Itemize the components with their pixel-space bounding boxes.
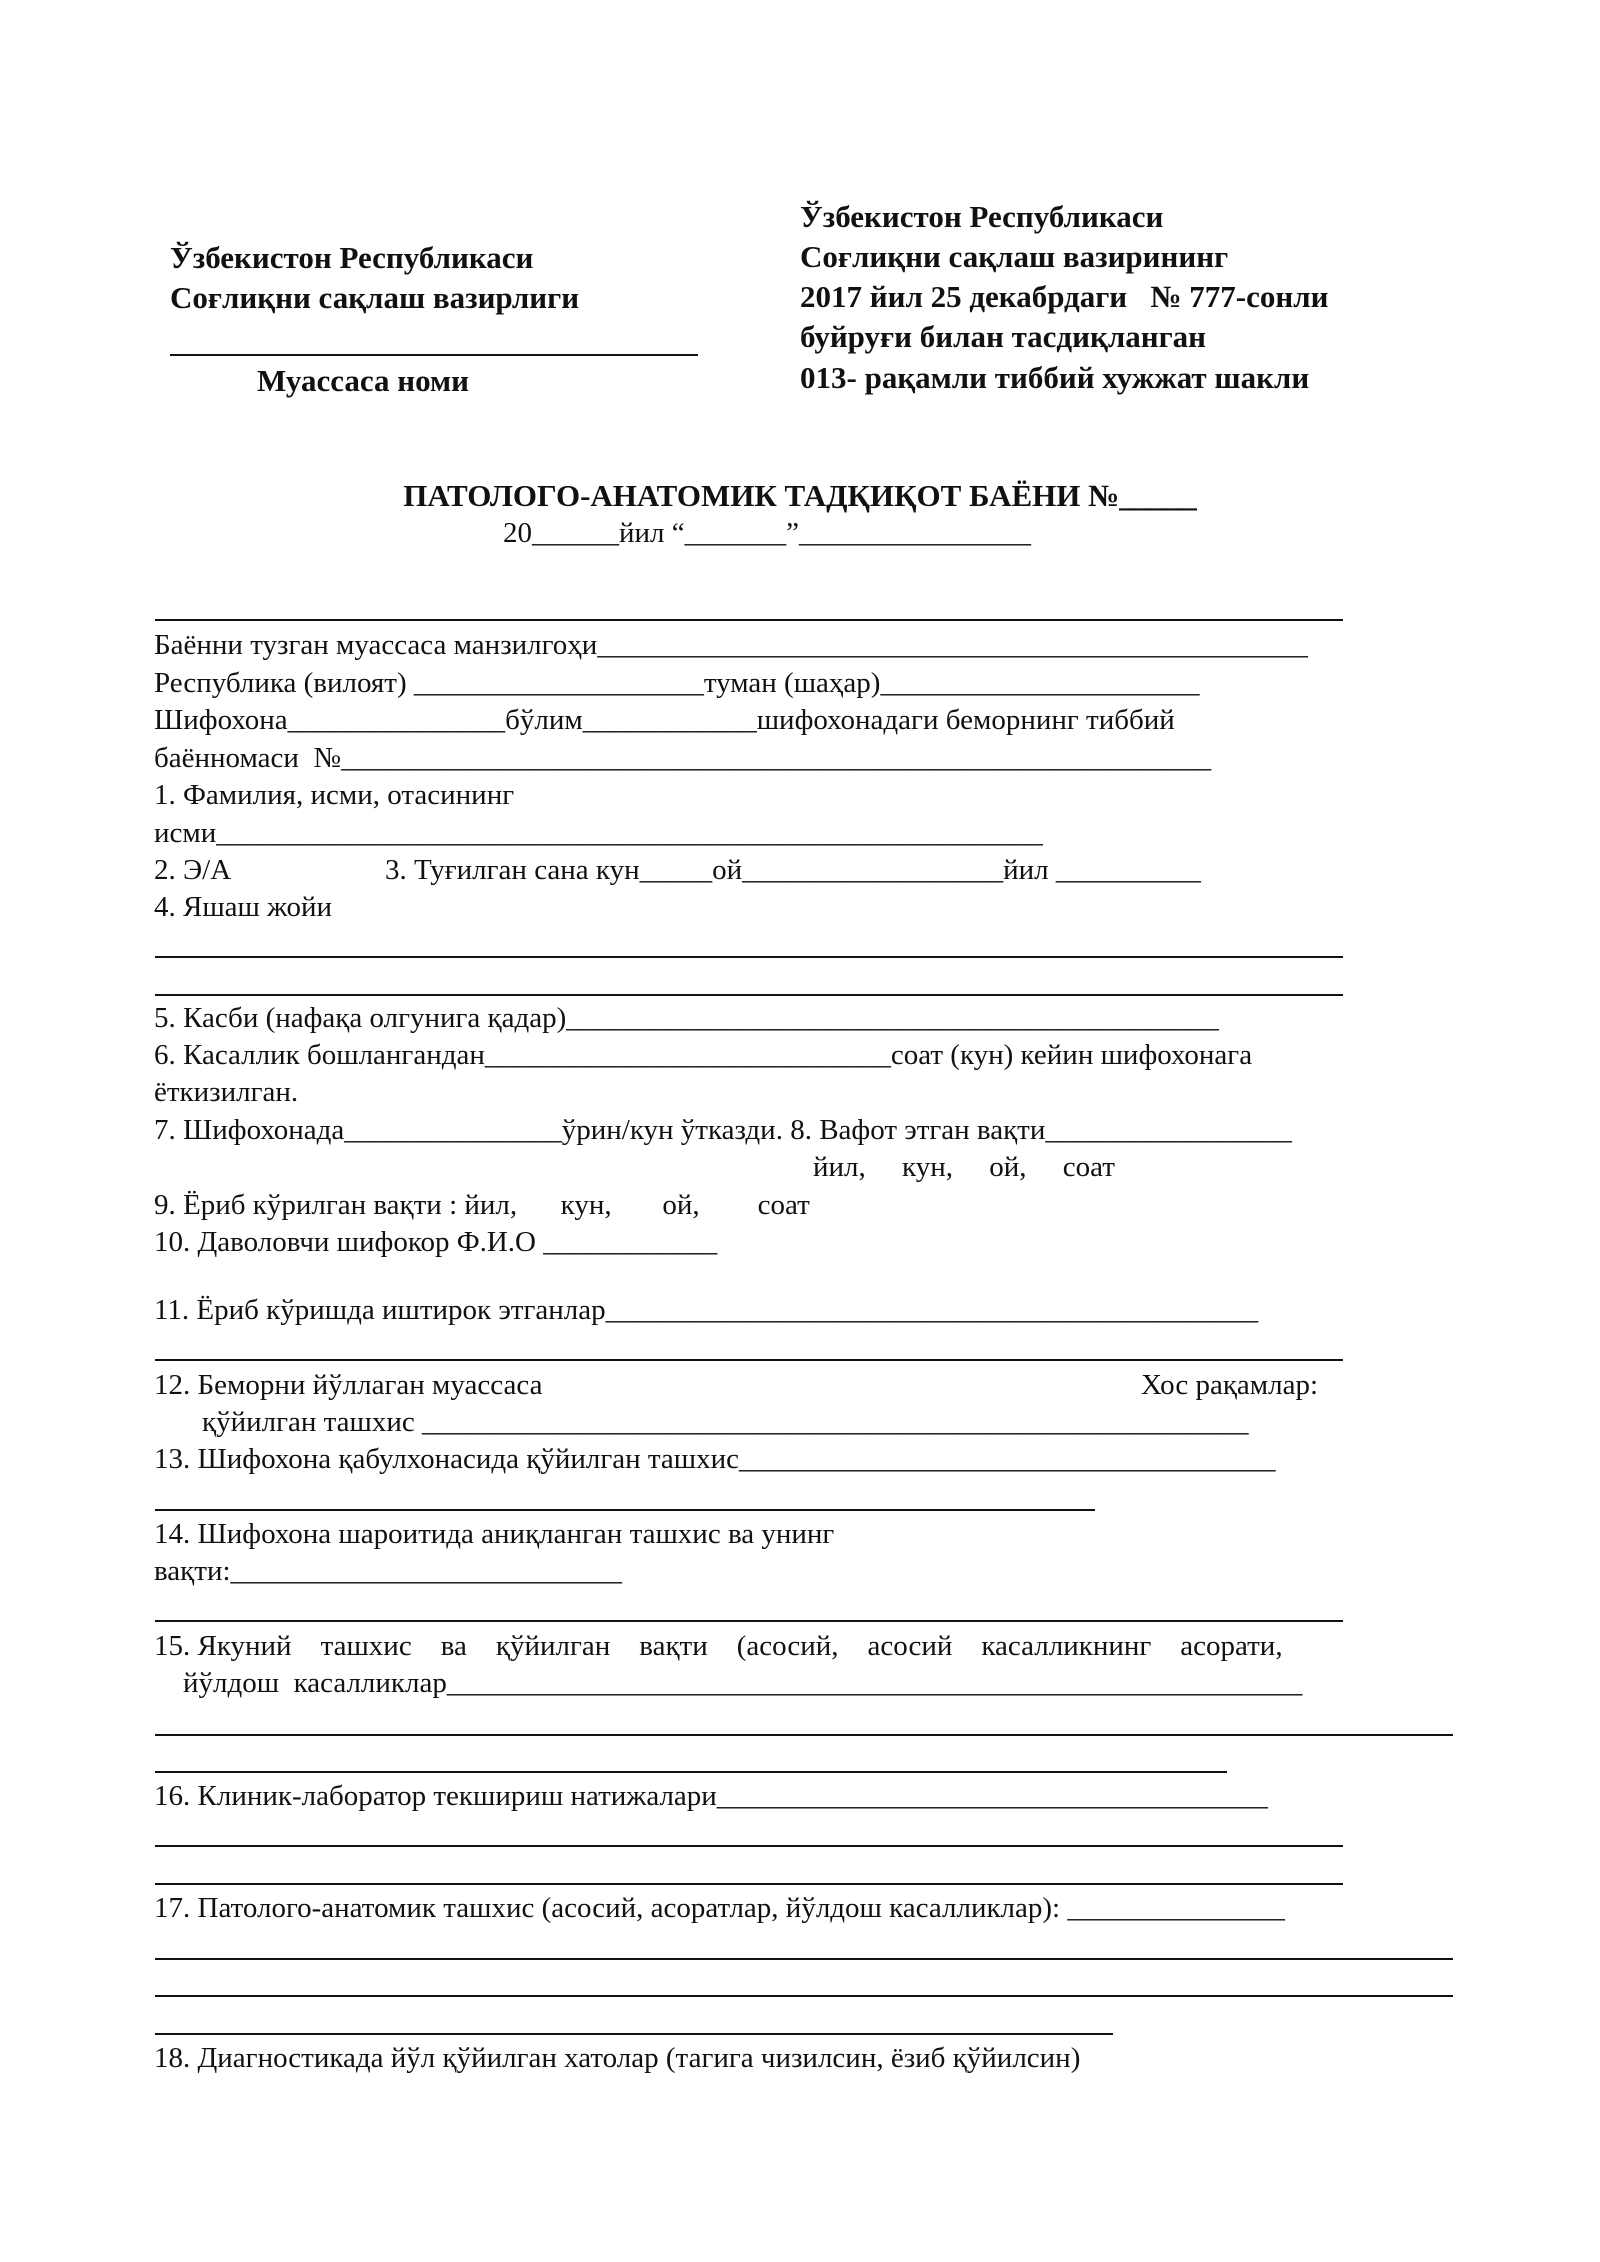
field-birth-date: 3. Туғилган сана кун_____ой__________________йил __________: [385, 854, 1201, 886]
field-sex: 2. Э/А: [154, 854, 232, 886]
field-death-time-units: йил, кун, ой, соат: [813, 1151, 1115, 1183]
field-codes-label: Хос рақамлар:: [1141, 1369, 1319, 1401]
date-line: 20______йил “_______”________________: [503, 517, 1032, 549]
field-attending-doctor: 10. Даволовчи шифокор Ф.И.О ____________: [154, 1226, 718, 1258]
field-fullname-label: 1. Фамилия, исми, отасининг: [154, 779, 515, 811]
blank-line: [155, 1958, 1453, 1960]
blank-line: [155, 994, 1343, 996]
field-admission-diagnosis: 13. Шифохона қабулхонасида қўйилган ташхис_____________________________________: [154, 1443, 1276, 1475]
field-republic: Республика (вилоят) ____________________туман (шаҳар)______________________: [154, 667, 1200, 699]
institution-name-line: [170, 354, 698, 356]
header-right-approved: буйруғи билан тасдиқланган: [800, 319, 1207, 354]
blank-line: [155, 1771, 1227, 1773]
header-right-form-number: 013- рақамли тиббий хужжат шакли: [800, 360, 1310, 395]
field-autopsy-participants: 11. Ёриб кўришда иштирок этганлар_____________________________________________: [154, 1294, 1259, 1326]
blank-line: [155, 1845, 1343, 1847]
field-record-number: баённомаси №____________________________________________________________: [154, 742, 1212, 774]
field-disease-onset: 6. Касаллик бошлангандан____________________________соат (кун) кейин шифохонага: [154, 1039, 1253, 1071]
field-lab-results: 16. Клиник-лаборатор текшириш натижалари______________________________________: [154, 1780, 1268, 1812]
field-referring-institution: 12. Беморни йўллаган муассаса: [154, 1369, 543, 1401]
field-final-diagnosis: 15. Якуний ташхис ва қўйилган вақти (асосий, асосий касалликнинг асорати,: [154, 1630, 1283, 1662]
header-right-order: 2017 йил 25 декабрдаги № 777-сонли: [800, 279, 1329, 314]
header-right-minister: Соғлиқни сақлаш вазирининг: [800, 239, 1229, 274]
header-left-country: Ўзбекистон Республикаси: [170, 240, 534, 275]
field-hospital-diagnosis: 14. Шифохона шароитида аниқланган ташхис ва унинг: [154, 1518, 835, 1550]
blank-line: [155, 1883, 1343, 1885]
header-left-ministry: Соғлиқни сақлаш вазирлиги: [170, 280, 580, 315]
field-hospital: Шифохона_______________бўлим____________шифохонадаги беморнинг тиббий: [154, 704, 1175, 736]
header-right-country: Ўзбекистон Республикаси: [800, 199, 1164, 234]
field-diagnostic-errors: 18. Диагностикада йўл қўйилган хатолар (тагига чизилсин, ёзиб қўйилсин): [154, 2042, 1081, 2074]
blank-line: [155, 1509, 1095, 1511]
field-profession: 5. Касби (нафақа олгунига қадар)_____________________________________________: [154, 1002, 1219, 1034]
field-fullname: исми_________________________________________________________: [154, 817, 1043, 849]
blank-line: [155, 1620, 1343, 1622]
field-hospital-diagnosis-time: вақти:___________________________: [154, 1555, 623, 1587]
field-pathology-diagnosis: 17. Патолого-анатомик ташхис (асосий, асоратлар, йўлдош касалликлар): _______________: [154, 1892, 1285, 1924]
field-referral-diagnosis: қўйилган ташхис _________________________________________________________: [202, 1406, 1249, 1438]
institution-label: Муассаса номи: [257, 363, 469, 398]
field-address: Баённи тузган муассаса манзилгоҳи_________________________________________________: [154, 629, 1308, 661]
field-autopsy-time: 9. Ёриб кўрилган вақти : йил, кун, ой, соат: [154, 1189, 810, 1221]
blank-line: [155, 1995, 1453, 1997]
blank-line: [155, 2033, 1113, 2035]
blank-line: [155, 1734, 1453, 1736]
field-bed-days-death-time: 7. Шифохонада_______________ўрин/кун ўтказди. 8. Вафот этган вақти_________________: [154, 1114, 1292, 1146]
blank-line: [155, 619, 1343, 621]
field-comorbidities: йўлдош касалликлар___________________________________________________________: [183, 1667, 1303, 1699]
blank-line: [155, 1359, 1343, 1361]
blank-line: [155, 956, 1343, 958]
field-residence: 4. Яшаш жойи: [154, 891, 332, 923]
document-title: ПАТОЛОГО-АНАТОМИК ТАДҚИҚОТ БАЁНИ №_____: [403, 478, 1197, 513]
field-admitted: ёткизилган.: [154, 1076, 299, 1108]
